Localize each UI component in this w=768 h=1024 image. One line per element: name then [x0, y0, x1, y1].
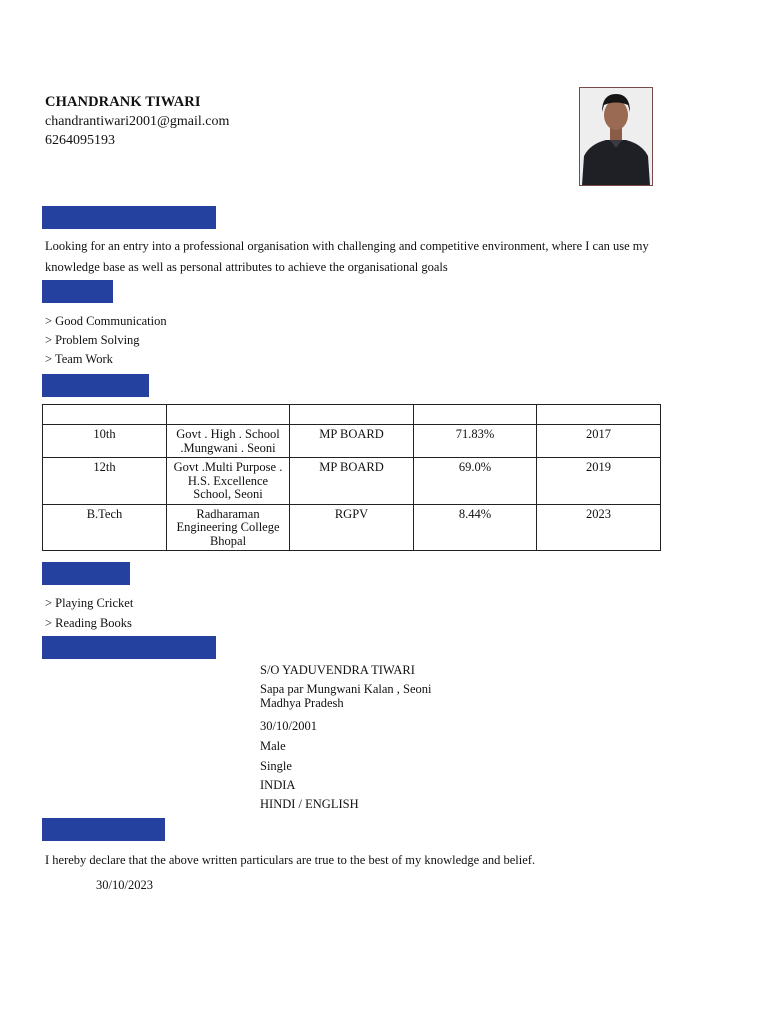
list-item: > Reading Books [45, 616, 132, 630]
table-cell: Radharaman Engineering College Bhopal [167, 504, 290, 551]
table-row [43, 504, 661, 551]
education-section-band [42, 374, 149, 397]
list-item: > Good Communication [45, 314, 167, 328]
education-table [42, 404, 661, 551]
candidate-name: CHANDRANK TIWARI [45, 94, 201, 110]
marital-status: Single [260, 759, 292, 773]
table-cell: 10th [43, 425, 167, 458]
objective-text: Looking for an entry into a professional organisation with challenging and competitive environment, where I can use my knowledge base as well as personal attributes to achieve the organisational goals [45, 239, 649, 274]
address-line-1: Sapa par Mungwani Kalan , Seoni [260, 682, 432, 696]
declaration-date: 30/10/2023 [96, 878, 153, 892]
table-cell: 2019 [537, 458, 661, 505]
hobbies-section-band [42, 562, 130, 585]
header-cell [414, 405, 537, 425]
list-item: > Problem Solving [45, 333, 140, 347]
languages-known: HINDI / ENGLISH [260, 797, 359, 811]
table-cell: Govt . High . School .Mungwani . Seoni [167, 425, 290, 458]
profile-photo [579, 87, 653, 186]
declaration-section-band [42, 818, 165, 841]
father-name: S/O YADUVENDRA TIWARI [260, 663, 415, 677]
phone-text: 6264095193 [45, 133, 115, 148]
table-row [43, 458, 661, 505]
objective-section-band [42, 206, 216, 229]
address-line-2: Madhya Pradesh [260, 696, 344, 710]
table-cell: 8.44% [414, 504, 537, 551]
skills-section-band [42, 280, 113, 303]
table-cell: MP BOARD [290, 425, 414, 458]
table-cell: 71.83% [414, 425, 537, 458]
table-header-row [43, 405, 661, 425]
header-cell [537, 405, 661, 425]
list-item: > Playing Cricket [45, 596, 134, 610]
skills-list [45, 312, 167, 369]
table-cell: B.Tech [43, 504, 167, 551]
table-cell: 2017 [537, 425, 661, 458]
date-of-birth: 30/10/2001 [260, 719, 317, 733]
table-cell: 12th [43, 458, 167, 505]
person-photo-icon [580, 88, 652, 185]
personal-details-section-band [42, 636, 216, 659]
table-cell: MP BOARD [290, 458, 414, 505]
table-cell: 69.0% [414, 458, 537, 505]
email-text: chandrantiwari2001@gmail.com [45, 114, 230, 129]
list-item: > Team Work [45, 352, 113, 366]
table-row [43, 425, 661, 458]
header-cell [167, 405, 290, 425]
table-cell: Govt .Multi Purpose . H.S. Excellence School, Seoni [167, 458, 290, 505]
declaration-text: I hereby declare that the above written particulars are true to the best of my knowledge and belief. [45, 853, 536, 867]
header-cell [43, 405, 167, 425]
hobbies-list [45, 593, 133, 633]
header-cell [290, 405, 414, 425]
table-cell: RGPV [290, 504, 414, 551]
gender: Male [260, 739, 286, 753]
nationality: INDIA [260, 778, 296, 792]
table-cell: 2023 [537, 504, 661, 551]
